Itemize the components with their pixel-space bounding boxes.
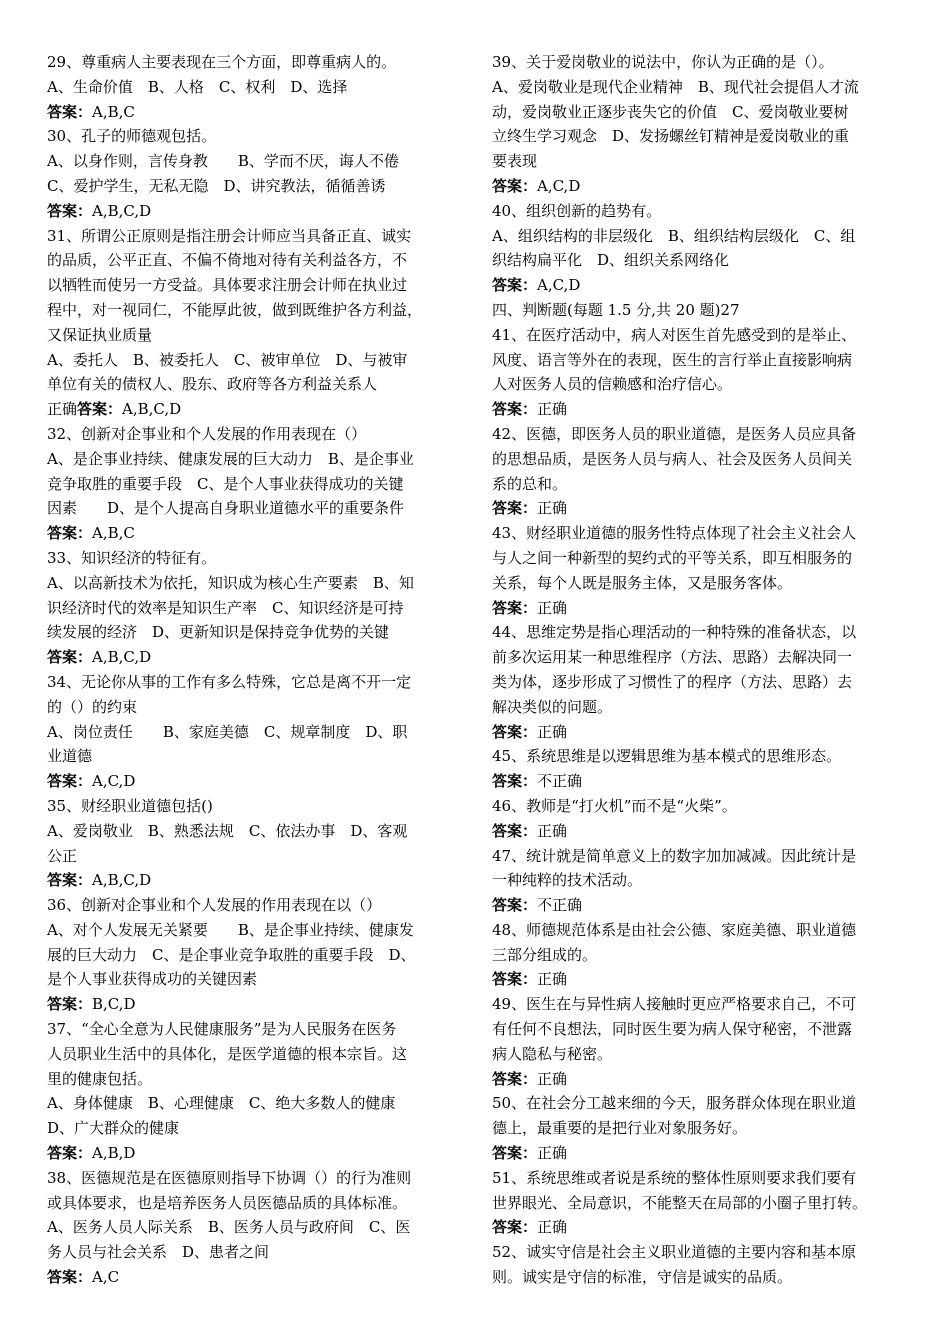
text-line: 的品质，公平正直、不偏不倚地对待有关利益各方，不 [47,251,408,270]
answer-value: A,B,C,D [92,648,152,667]
text-line: A、医务人员人际关系 B、医务人员与政府间 C、医 [47,1218,411,1237]
answer-value: 不正确 [537,772,583,791]
answer-label: 答案： [492,821,538,840]
answer-line [47,645,462,670]
text-line: 程中，对一视同仁，不能厚此彼，做到既维护各方利益， [47,300,423,319]
answer-line [492,1141,907,1166]
answer-value: B,C,D [92,995,136,1014]
answer-line [492,1067,907,1092]
text-line: 42、医德，即医务人员的职业道德，是医务人员应具备 [492,424,857,443]
answer-value: A,C [92,1268,120,1287]
answer-label: 答案： [492,1218,538,1237]
text-line: 展的巨大动力 C、是企事业竞争取胜的重要手段 D、 [47,945,416,964]
answer-value: 正确 [537,1144,568,1163]
text-line: 36、创新对企事业和个人发展的作用表现在以（） [47,896,382,915]
answer-line [47,100,462,125]
answer-line [492,819,907,844]
text-line: 病人隐私与秘密。 [492,1044,613,1063]
answer-label: 答案： [492,276,538,295]
answer-label: 答案： [77,400,123,419]
answer-line [492,769,907,794]
answer-prefix: 正确 [47,400,78,419]
text-line: 或具体要求，也是培养医务人员医德品质的具体标准。 [47,1193,408,1212]
text-line: 50、在社会分工越来细的今天，服务群众体现在职业道 [492,1094,857,1113]
answer-line [47,521,462,546]
text-line: A、以高新技术为依托，知识成为核心生产要素 B、知 [47,573,414,592]
text-line: 公正 [47,846,78,865]
text-line: 31、所谓公正原则是指注册会计师应当具备正直、诚实 [47,226,412,245]
answer-value: 不正确 [537,896,583,915]
text-line: 以牺牲而使另一方受益。具体要求注册会计师在执业过 [47,276,408,295]
text-line: 人对医务人员的信赖感和治疗信心。 [492,375,733,394]
answer-value: A,C,D [537,276,581,295]
answer-value: 正确 [537,970,568,989]
text-line: 织结构扁平化 D、组织关系网络化 [492,251,730,270]
answer-value: 正确 [537,598,568,617]
answer-value: A,C,D [537,176,581,195]
text-line: 39、关于爱岗敬业的说法中，你认为正确的是（）。 [492,53,834,71]
answer-value: 正确 [537,400,568,419]
text-line: 43、财经职业道德的服务性特点体现了社会主义社会人 [492,524,857,543]
text-line: 德上，最重要的是把行业对象服务好。 [492,1119,748,1138]
text-line: 解决类似的问题。 [492,697,613,716]
text-line: A、身体健康 B、心理健康 C、绝大多数人的健康 [47,1094,396,1113]
text-line: 41、在医疗活动中，病人对医生首先感受到的是举止、 [492,325,857,344]
text-line: A、爱岗敬业是现代企业精神 B、现代社会提倡人才流 [492,77,859,96]
answer-line [47,992,462,1017]
text-line: A、以身作则，言传身教 B、学而不厌，诲人不倦 [47,152,399,171]
answer-label: 答案： [47,648,93,667]
answer-label: 答案： [47,1268,93,1287]
text-line: 46、教师是“打火机”而不是“火柴”。 [492,796,737,815]
text-line: D、广大群众的健康 [47,1119,180,1138]
text-line: 49、医生在与异性病人接触时更应严格要求自己，不可 [492,995,857,1014]
text-line: C、爱护学生，无私无隐 D、讲究教法，循循善诱 [47,176,386,195]
text-line: 48、师德规范体系是由社会公德、家庭美德、职业道德 [492,920,857,939]
answer-label: 答案： [492,598,538,617]
text-line: 识经济时代的效率是知识生产率 C、知识经济是可持 [47,598,404,617]
text-line: A、是企事业持续、健康发展的巨大动力 B、是企事业 [47,449,414,468]
text-line: 是个人事业获得成功的关键因素 [47,970,258,989]
answer-label: 答案： [492,1144,538,1163]
text-line: 前多次运用某一种思维程序（方法、思路）去解决同一 [492,648,853,667]
text-line: 的（）的约束 [47,697,138,716]
text-line: 动，爱岗敬业正逐步丧失它的价值 C、爱岗敬业要树 [492,102,849,121]
left-column [47,50,462,1290]
answer-value: A,B,C,D [122,400,182,419]
text-line: A、生命价值 B、人格 C、权利 D、选择 [47,77,348,96]
text-line: 竞争取胜的重要手段 C、是个人事业获得成功的关键 [47,474,404,493]
answer-label: 答案： [47,1144,93,1163]
text-line: 的思想品质，是医务人员与病人、社会及医务人员间关 [492,449,853,468]
answer-label: 答案： [47,871,93,890]
right-column [492,50,907,1290]
text-line: A、组织结构的非层级化 B、组织结构层级化 C、组 [492,226,856,245]
text-line: A、委托人 B、被委托人 C、被审单位 D、与被审 [47,350,408,369]
text-line: 务人员与社会关系 D、患者之间 [47,1243,270,1262]
answer-label: 答案： [47,772,93,791]
answer-label: 答案： [47,201,93,220]
text-line: 三部分组成的。 [492,945,598,964]
answer-label: 答案： [47,524,93,543]
text-line: 续发展的经济 D、更新知识是保持竞争优势的关键 [47,623,390,642]
answer-line [492,1215,907,1240]
answer-label: 答案： [492,176,538,195]
text-line: 30、孔子的师德观包括。 [47,127,217,146]
text-line: A、对个人发展无关紧要 B、是企事业持续、健康发 [47,920,414,939]
text-line: 44、思维定势是指心理活动的一种特殊的准备状态，以 [492,623,857,642]
answer-line [492,720,907,745]
text-line: 38、医德规范是在医德原则指导下协调（）的行为准则 [47,1168,412,1187]
text-line: 则。诚实是守信的标准，守信是诚实的品质。 [492,1268,793,1287]
text-line: 人员职业生活中的具体化，是医学道德的根本宗旨。这 [47,1044,408,1063]
text-line: 29、尊重病人主要表现在三个方面，即尊重病人的。 [47,53,397,71]
answer-line [47,397,462,422]
answer-value: 正确 [537,499,568,518]
answer-label: 答案： [47,995,93,1014]
text-line: 35、财经职业道德包括() [47,796,213,815]
answer-value: 正确 [537,1069,568,1088]
answer-value: 正确 [537,821,568,840]
text-line: 52、诚实守信是社会主义职业道德的主要内容和基本原 [492,1243,857,1262]
text-line: 51、系统思维或者说是系统的整体性原则要求我们要有 [492,1168,857,1187]
text-line: 要表现 [492,152,538,171]
answer-value: A,B,C [92,524,135,543]
text-line: A、爱岗敬业 B、熟悉法规 C、依法办事 D、客观 [47,821,408,840]
text-line: 33、知识经济的特征有。 [47,548,217,567]
text-line: 世界眼光、全局意识，不能整天在局部的小圈子里打转。 [492,1193,868,1212]
answer-line [492,273,907,298]
text-line: 有任何不良想法，同时医生要为病人保守秘密，不泄露 [492,1020,853,1039]
text-line: 一种纯粹的技术活动。 [492,871,643,890]
text-line: 系的总和。 [492,474,568,493]
answer-value: A,B,C,D [92,201,152,220]
answer-line [47,199,462,224]
text-line: 类为体，逐步形成了习惯性了的程序（方法、思路）去 [492,672,853,691]
text-line: 因素 D、是个人提高自身职业道德水平的重要条件 [47,499,405,518]
answer-label: 答案： [492,499,538,518]
text-line: 47、统计就是简单意义上的数字加加减减。因此统计是 [492,846,857,865]
answer-value: A,B,C,D [92,871,152,890]
answer-label: 答案： [492,772,538,791]
answer-value: A,B,C [92,102,135,121]
answer-value: A,C,D [92,772,136,791]
answer-value: A,B,D [92,1144,136,1163]
text-line: 业道德 [47,747,93,766]
text-line: 40、组织创新的趋势有。 [492,201,662,220]
answer-label: 答案： [492,970,538,989]
answer-value: 正确 [537,722,568,741]
answer-line [492,496,907,521]
text-line: 45、系统思维是以逻辑思维为基本模式的思维形态。 [492,747,842,766]
text-line: 34、无论你从事的工作有多么特殊，它总是离不开一定 [47,672,412,691]
answer-value: 正确 [537,1218,568,1237]
text-line: 风度、语言等外在的表现，医生的言行举止直接影响病 [492,350,853,369]
text-line: 关系，每个人既是服务主体，又是服务客体。 [492,573,793,592]
text-line: 32、创新对企事业和个人发展的作用表现在（） [47,424,367,443]
answer-label: 答案： [492,1069,538,1088]
text-line: 与人之间一种新型的契约式的平等关系，即互相服务的 [492,548,853,567]
answer-line [492,967,907,992]
answer-line [492,397,907,422]
text-line: 四、判断题(每题 1.5 分,共 20 题)27 [492,300,740,319]
answer-label: 答案： [47,102,93,121]
answer-label: 答案： [492,722,538,741]
text-line: 又保证执业质量 [47,325,153,344]
text-line: 立终生学习观念 D、发扬螺丝钉精神是爱岗敬业的重 [492,127,850,146]
answer-line [47,868,462,893]
answer-line [492,596,907,621]
text-line: A、岗位责任 B、家庭美德 C、规章制度 D、职 [47,722,408,741]
answer-line [47,1141,462,1166]
answer-line [47,769,462,794]
text-line: 37、“全心全意为人民健康服务”是为人民服务在医务 [47,1020,397,1039]
answer-line [492,174,907,199]
answer-label: 答案： [492,400,538,419]
answer-line [492,893,907,918]
answer-label: 答案： [492,896,538,915]
text-line: 单位有关的债权人、股东、政府等各方利益关系人 [47,375,378,394]
answer-line [47,1265,462,1290]
text-line: 里的健康包括。 [47,1069,153,1088]
